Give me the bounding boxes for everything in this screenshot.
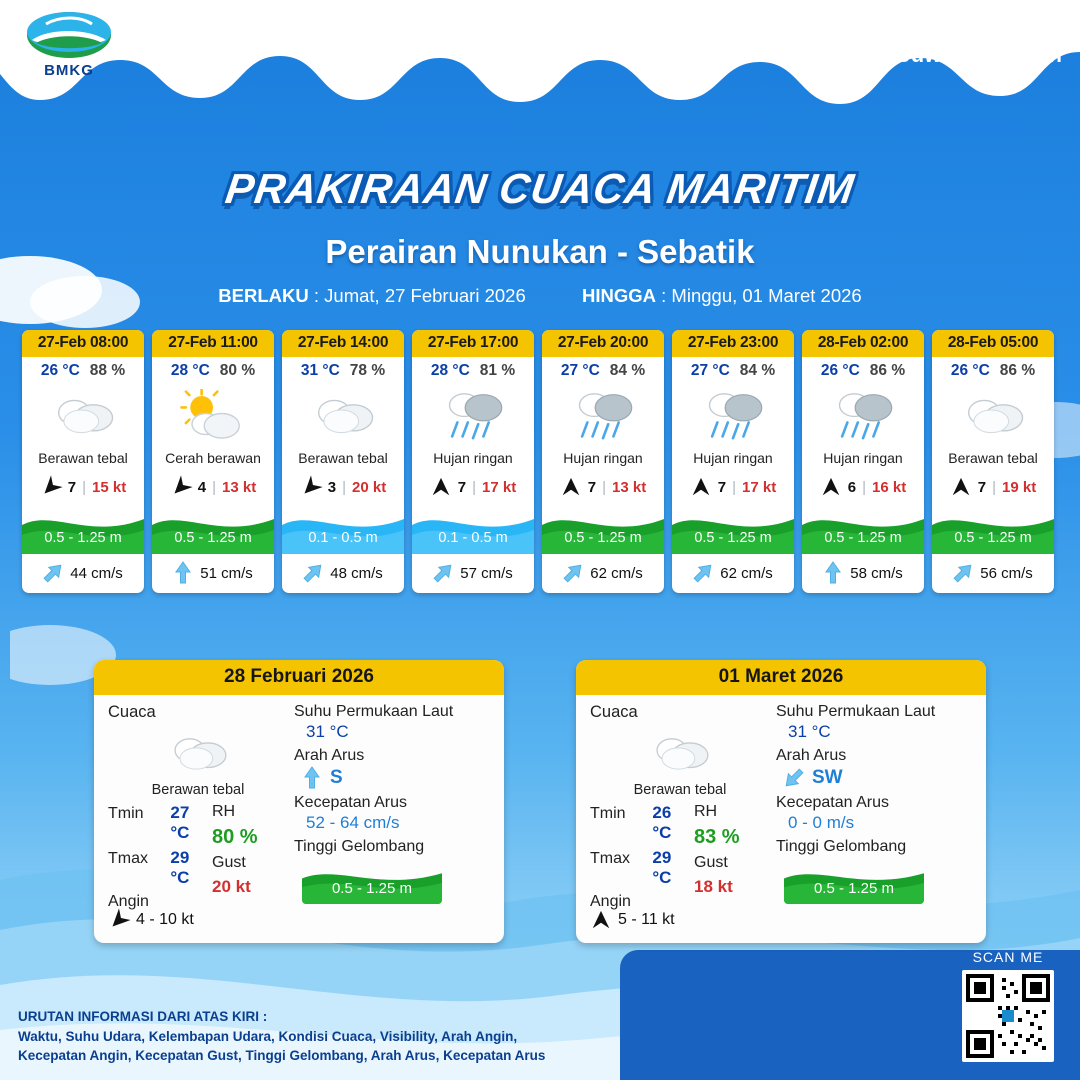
- forecast-wind-speed: 19 kt: [1002, 478, 1037, 496]
- forecast-weather-icon: [412, 382, 534, 448]
- partly-cloudy-icon: [178, 389, 248, 442]
- forecast-time: 27-Feb 17:00: [412, 330, 534, 357]
- forecast-wave: [932, 504, 1054, 554]
- current-direction-arrow-icon: [823, 561, 843, 585]
- daily-left-column: [108, 703, 288, 931]
- daily-gust-label: Gust: [212, 854, 246, 871]
- forecast-current: [282, 554, 404, 593]
- wind-direction-arrow-icon: [590, 909, 612, 931]
- forecast-current-speed: 44 cm/s: [70, 564, 123, 582]
- forecast-card: [282, 330, 404, 593]
- forecast-wind: [542, 472, 664, 504]
- forecast-humidity: 81 %: [479, 362, 516, 379]
- forecast-card: [932, 330, 1054, 593]
- header-line-2: Stasiun Meteorologi Juwata Tarakan: [682, 42, 1062, 67]
- forecast-current: [542, 554, 664, 593]
- daily-arus-direction: [784, 766, 972, 790]
- daily-gust-label: Gust: [694, 854, 728, 871]
- cloudy-icon: [48, 390, 118, 440]
- daily-kecepatan-label: Kecepatan Arus: [294, 794, 407, 811]
- wave-height-graphic: [542, 504, 664, 554]
- forecast-time: 28-Feb 05:00: [932, 330, 1054, 357]
- forecast-condition: Hujan ringan: [823, 450, 903, 466]
- forecast-temperature: 27 °C: [560, 362, 600, 379]
- wave-height-graphic: [22, 504, 144, 554]
- daily-arus-label: Arah Arus: [294, 747, 365, 764]
- daily-tmin: 26 °C: [652, 803, 672, 842]
- forecast-wave-height: 0.5 - 1.25 m: [174, 530, 252, 546]
- wind-direction-arrow-icon: [820, 476, 842, 498]
- page-title: PRAKIRAAN CUACA MARITIM: [222, 165, 858, 212]
- daily-tmax-label: Tmax: [590, 850, 630, 867]
- forecast-current-speed: 56 cm/s: [980, 564, 1033, 582]
- daily-kecepatan: 52 - 64 cm/s: [306, 813, 400, 832]
- rain-icon: [438, 386, 508, 443]
- forecast-wave-height: 0.1 - 0.5 m: [438, 530, 508, 546]
- forecast-card-list: [22, 330, 1058, 593]
- forecast-condition: Cerah berawan: [165, 450, 261, 466]
- daily-right-column: [770, 703, 972, 931]
- forecast-wave: [802, 504, 924, 554]
- wind-separator: |: [342, 478, 347, 496]
- forecast-wave-height: 0.5 - 1.25 m: [44, 530, 122, 546]
- forecast-wind: [152, 472, 274, 504]
- forecast-card: [672, 330, 794, 593]
- forecast-current: [672, 554, 794, 593]
- wind-direction-arrow-icon: [690, 476, 712, 498]
- forecast-temperature: 26 °C: [820, 362, 860, 379]
- forecast-time: 27-Feb 20:00: [542, 330, 664, 357]
- wave-height-graphic: [932, 504, 1054, 554]
- forecast-temp-rh: [932, 357, 1054, 382]
- daily-wave: [784, 860, 924, 904]
- forecast-current-speed: 57 cm/s: [460, 564, 513, 582]
- forecast-weather-icon: [802, 382, 924, 448]
- forecast-wave: [282, 504, 404, 554]
- daily-cuaca-label: Cuaca: [590, 703, 638, 721]
- header-line-1: BADAN METEOROLOGI KLIMATOLOGI DAN GEOFISIKA: [530, 16, 1062, 38]
- wave-height-graphic: [802, 504, 924, 554]
- forecast-weather-icon: [22, 382, 144, 448]
- scan-me-block: [962, 949, 1054, 1062]
- daily-angin-label: Angin: [590, 893, 631, 910]
- daily-date: 28 Februari 2026: [94, 660, 504, 695]
- forecast-condition: Hujan ringan: [693, 450, 773, 466]
- daily-arus-direction: [302, 766, 490, 790]
- valid-until-label: HINGGA: [582, 285, 657, 306]
- page-header: [0, 0, 1080, 95]
- forecast-condition: Berawan tebal: [948, 450, 1038, 466]
- forecast-wave-height: 0.5 - 1.25 m: [954, 530, 1032, 546]
- current-direction-arrow-icon: [302, 766, 322, 790]
- daily-right-column: [288, 703, 490, 931]
- footer-legend: [18, 1007, 545, 1066]
- wind-direction-arrow-icon: [295, 471, 326, 502]
- daily-gelombang-label: Tinggi Gelombang: [776, 838, 907, 855]
- forecast-humidity: 88 %: [89, 362, 126, 379]
- wind-separator: |: [992, 478, 997, 496]
- forecast-weather-icon: [542, 382, 664, 448]
- forecast-temperature: 26 °C: [950, 362, 990, 379]
- forecast-time: 27-Feb 11:00: [152, 330, 274, 357]
- forecast-wind-visibility: 7: [587, 478, 597, 496]
- forecast-card: [152, 330, 274, 593]
- wind-separator: |: [212, 478, 217, 496]
- daily-gelombang-label: Tinggi Gelombang: [294, 838, 425, 855]
- daily-sst-label: Suhu Permukaan Laut: [294, 703, 454, 720]
- current-direction-arrow-icon: [173, 561, 193, 585]
- forecast-time: 27-Feb 14:00: [282, 330, 404, 357]
- forecast-wind-speed: 15 kt: [92, 478, 127, 496]
- daily-tmin-label: Tmin: [108, 805, 144, 822]
- scan-me-label: SCAN ME: [972, 949, 1044, 965]
- forecast-wind-visibility: 6: [847, 478, 857, 496]
- daily-sst-label: Suhu Permukaan Laut: [776, 703, 936, 720]
- current-direction-arrow-icon: [38, 557, 69, 588]
- forecast-wind: [802, 472, 924, 504]
- daily-angin-label: Angin: [108, 893, 149, 910]
- forecast-humidity: 84 %: [739, 362, 776, 379]
- wind-direction-arrow-icon: [35, 471, 66, 502]
- rain-icon: [828, 386, 898, 443]
- daily-condition: Berawan tebal: [151, 782, 245, 798]
- forecast-temp-rh: [282, 357, 404, 382]
- daily-wave: [302, 860, 442, 904]
- daily-left-column: [590, 703, 770, 931]
- forecast-current: [152, 554, 274, 593]
- daily-angin: 4 - 10 kt: [136, 911, 194, 928]
- forecast-time: 27-Feb 23:00: [672, 330, 794, 357]
- wind-direction-arrow-icon: [950, 476, 972, 498]
- valid-from-label: BERLAKU: [218, 285, 309, 306]
- current-direction-arrow-icon: [558, 557, 589, 588]
- daily-weather-icon: [108, 722, 288, 784]
- forecast-wind-speed: 17 kt: [482, 478, 517, 496]
- forecast-wind-visibility: 7: [717, 478, 727, 496]
- current-direction-arrow-icon: [428, 557, 459, 588]
- forecast-wave: [22, 504, 144, 554]
- wave-height-graphic: [672, 504, 794, 554]
- daily-wave-height: 0.5 - 1.25 m: [813, 880, 895, 897]
- forecast-wave: [152, 504, 274, 554]
- forecast-temp-rh: [22, 357, 144, 382]
- cloudy-icon: [647, 729, 713, 777]
- cloudy-icon: [308, 390, 378, 440]
- validity-row: [0, 285, 1080, 307]
- daily-cuaca-label: Cuaca: [108, 703, 156, 721]
- forecast-wind-visibility: 7: [977, 478, 987, 496]
- forecast-weather-icon: [282, 382, 404, 448]
- wind-separator: |: [862, 478, 867, 496]
- cloudy-icon: [958, 390, 1028, 440]
- daily-tmax: 29 °C: [652, 848, 672, 887]
- forecast-wave-height: 0.1 - 0.5 m: [308, 530, 378, 546]
- daily-sst: 31 °C: [306, 722, 349, 741]
- daily-arus-dir: S: [330, 767, 343, 788]
- forecast-current: [22, 554, 144, 593]
- daily-date: 01 Maret 2026: [576, 660, 986, 695]
- header-text: [531, 10, 1062, 68]
- forecast-wind-speed: 20 kt: [352, 478, 387, 496]
- forecast-temp-rh: [802, 357, 924, 382]
- forecast-time: 27-Feb 08:00: [22, 330, 144, 357]
- daily-weather-icon: [590, 722, 770, 784]
- forecast-wind: [282, 472, 404, 504]
- forecast-humidity: 86 %: [869, 362, 906, 379]
- daily-tmin: 27 °C: [170, 803, 190, 842]
- forecast-temperature: 28 °C: [170, 362, 210, 379]
- current-direction-arrow-icon: [298, 557, 329, 588]
- forecast-humidity: 78 %: [349, 362, 386, 379]
- forecast-wind: [412, 472, 534, 504]
- forecast-current-speed: 62 cm/s: [590, 564, 643, 582]
- forecast-humidity: 86 %: [999, 362, 1036, 379]
- wind-direction-arrow-icon: [165, 471, 196, 502]
- forecast-wave: [542, 504, 664, 554]
- daily-rh-label: RH: [694, 803, 718, 820]
- forecast-temp-rh: [152, 357, 274, 382]
- footer-legend-line1: URUTAN INFORMASI DARI ATAS KIRI :: [18, 1009, 268, 1025]
- current-direction-arrow-icon: [688, 557, 719, 588]
- forecast-wind-speed: 13 kt: [222, 478, 257, 496]
- wind-separator: |: [732, 478, 737, 496]
- current-direction-arrow-icon: [948, 557, 979, 588]
- forecast-condition: Berawan tebal: [38, 450, 128, 466]
- qr-code-icon: [966, 974, 1050, 1058]
- wind-separator: |: [602, 478, 607, 496]
- page-subtitle: Perairan Nunukan - Sebatik: [325, 233, 755, 270]
- forecast-weather-icon: [152, 382, 274, 448]
- forecast-temp-rh: [672, 357, 794, 382]
- daily-rh-label: RH: [212, 803, 236, 820]
- forecast-current: [932, 554, 1054, 593]
- wind-separator: |: [82, 478, 87, 496]
- forecast-condition: Hujan ringan: [563, 450, 643, 466]
- forecast-wind: [932, 472, 1054, 504]
- daily-wave-height: 0.5 - 1.25 m: [331, 880, 413, 897]
- rain-icon: [698, 386, 768, 443]
- forecast-temperature: 31 °C: [300, 362, 340, 379]
- forecast-wave-height: 0.5 - 1.25 m: [564, 530, 642, 546]
- rain-icon: [568, 386, 638, 443]
- wind-separator: |: [472, 478, 477, 496]
- forecast-card: [412, 330, 534, 593]
- daily-forecast-card: [94, 660, 504, 943]
- forecast-temperature: 27 °C: [690, 362, 730, 379]
- forecast-wind: [672, 472, 794, 504]
- daily-rh: 80 %: [212, 826, 258, 848]
- forecast-time: 28-Feb 02:00: [802, 330, 924, 357]
- forecast-current-speed: 62 cm/s: [720, 564, 773, 582]
- forecast-wind-visibility: 7: [67, 478, 77, 496]
- daily-kecepatan-label: Kecepatan Arus: [776, 794, 889, 811]
- daily-gust: 20 kt: [212, 877, 251, 896]
- forecast-wave: [672, 504, 794, 554]
- daily-rh: 83 %: [694, 826, 740, 848]
- forecast-humidity: 80 %: [219, 362, 256, 379]
- forecast-condition: Hujan ringan: [433, 450, 513, 466]
- daily-forecast-card: [576, 660, 986, 943]
- forecast-wind-visibility: 7: [457, 478, 467, 496]
- forecast-card: [22, 330, 144, 593]
- daily-condition: Berawan tebal: [633, 782, 727, 798]
- daily-gust: 18 kt: [694, 877, 733, 896]
- wave-height-graphic: [412, 504, 534, 554]
- forecast-wind-visibility: 3: [327, 478, 337, 496]
- forecast-wave-height: 0.5 - 1.25 m: [694, 530, 772, 546]
- forecast-humidity: 84 %: [609, 362, 646, 379]
- wave-height-graphic: [152, 504, 274, 554]
- bmkg-logo-icon: [26, 10, 112, 60]
- forecast-current: [802, 554, 924, 593]
- forecast-condition: Berawan tebal: [298, 450, 388, 466]
- daily-arus-label: Arah Arus: [776, 747, 847, 764]
- forecast-wind-visibility: 4: [197, 478, 207, 496]
- daily-kecepatan: 0 - 0 m/s: [788, 813, 855, 832]
- forecast-wave: [412, 504, 534, 554]
- forecast-current-speed: 48 cm/s: [330, 564, 383, 582]
- wind-direction-arrow-icon: [560, 476, 582, 498]
- forecast-wind-speed: 17 kt: [742, 478, 777, 496]
- forecast-current-speed: 58 cm/s: [850, 564, 903, 582]
- daily-tmin-label: Tmin: [590, 805, 626, 822]
- forecast-temp-rh: [412, 357, 534, 382]
- current-direction-arrow-icon: [778, 762, 809, 793]
- daily-angin: 5 - 11 kt: [618, 911, 675, 928]
- forecast-weather-icon: [932, 382, 1054, 448]
- daily-tmax: 29 °C: [170, 848, 190, 887]
- forecast-current: [412, 554, 534, 593]
- qr-code[interactable]: [962, 970, 1054, 1062]
- footer-legend-line3: Kecepatan Angin, Kecepatan Gust, Tinggi Gelombang, Arah Arus, Kecepatan Arus: [18, 1048, 546, 1064]
- forecast-temp-rh: [542, 357, 664, 382]
- daily-tmax-label: Tmax: [108, 850, 148, 867]
- wave-height-graphic: [282, 504, 404, 554]
- bmkg-logo: [14, 10, 124, 79]
- forecast-temperature: 26 °C: [40, 362, 80, 379]
- valid-until-value: : Minggu, 01 Maret 2026: [661, 285, 862, 306]
- forecast-weather-icon: [672, 382, 794, 448]
- forecast-wave-height: 0.5 - 1.25 m: [824, 530, 902, 546]
- forecast-temperature: 28 °C: [430, 362, 470, 379]
- cloudy-icon: [165, 729, 231, 777]
- forecast-wind: [22, 472, 144, 504]
- forecast-card: [542, 330, 664, 593]
- footer-legend-line2: Waktu, Suhu Udara, Kelembapan Udara, Kondisi Cuaca, Visibility, Arah Angin,: [18, 1028, 518, 1044]
- daily-arus-dir: SW: [812, 767, 843, 788]
- bmkg-logo-text: BMKG: [44, 62, 94, 79]
- forecast-card: [802, 330, 924, 593]
- forecast-current-speed: 51 cm/s: [200, 564, 253, 582]
- daily-forecast-list: [0, 660, 1080, 943]
- daily-sst: 31 °C: [788, 722, 831, 741]
- forecast-wind-speed: 16 kt: [872, 478, 907, 496]
- valid-from-value: : Jumat, 27 Februari 2026: [313, 285, 526, 306]
- wind-direction-arrow-icon: [430, 476, 452, 498]
- forecast-wind-speed: 13 kt: [612, 478, 647, 496]
